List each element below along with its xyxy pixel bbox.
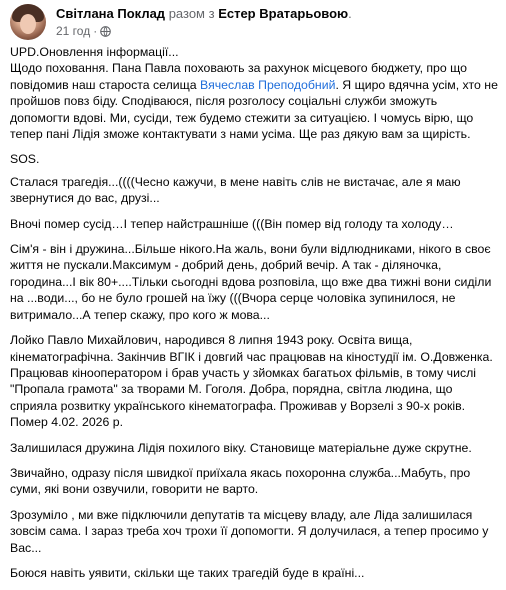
post-timestamp-link[interactable]: 21 год [56, 24, 91, 38]
tagged-person-link[interactable]: Естер Вратарьовою [218, 6, 349, 21]
post-paragraph-6: Залишилася дружина Лідія похилого віку. Становище матеріальне дуже скрутне. [10, 440, 472, 455]
post-paragraph-9: Боюся навіть уявити, скільки ще таких трагедій буде в країні... [10, 565, 365, 580]
post-paragraph-8: Зрозуміло , ми вже підключили депутатів та місцеву владу, але Ліда залишилася зовсім сама. І зараз треба хоч трохи її допомогти. Я долучилася, а тепер просимо у Вас... [10, 507, 489, 555]
update-line-3: . Я щиро вдячна усім, хто не пройшов повз біду. Сподіваюся, після розголосу соціальні служби зможуть допомогти вдові. Ми, сусіди, теж будемо стежити за ситуацією. І чомусь вірю, що тепер пані Лідія зможе контактувати з нами усіма. Ще раз дякую вам за щирість. [10, 77, 498, 142]
post-paragraph-2: Сталася трагедія...((((Чесно кажучи, в мене навіть слів не вистачає, але я маю звернутися до вас, друзі... [10, 174, 461, 206]
author-line [56, 6, 352, 22]
with-text: разом з [168, 6, 215, 21]
mention-link[interactable]: Вячеслав Преподобний [200, 77, 336, 92]
post-meta [56, 24, 111, 38]
update-paragraph [10, 44, 498, 142]
post-paragraph-3: Вночі помер сусід…І тепер найстрашніше (((Він помер від голоду та холоду… [10, 216, 454, 231]
avatar[interactable] [10, 4, 46, 40]
post-paragraph-7: Звичайно, одразу після швидкої приїхала якась похоронна служба...Мабуть, про суми, які вони озвучили, говорити не варто. [10, 465, 471, 497]
post-body [10, 44, 498, 590]
update-line-2: Щодо поховання. Пана Павла поховають за рахунок місцевого бюджету, про що повідомив наш староста селища [10, 61, 467, 92]
meta-separator: · [93, 24, 98, 38]
public-globe-icon[interactable] [100, 26, 111, 37]
header-period: . [348, 6, 352, 21]
author-name-link[interactable]: Світлана Поклад [56, 6, 166, 21]
update-line-1: UPD.Оновлення інформації... [10, 45, 179, 59]
post-header [10, 4, 500, 44]
sos-text: SOS. [10, 152, 40, 167]
post-paragraph-5: Лойко Павло Михайлович, народився 8 липня 1943 року. Освіта вища, кінематографічна. Закінчив ВГІК і довгий час працював на кіностудії ім. О.Довженка. Працював кінооператором і брав участь у зйомках багатьох фільмів, в тому числі "Пропала грамота" за творами М. Гоголя. Добра, порядна, світла людина, що сприяла розвитку українського кінематографа. Проживав у Ворзелі з 90-х років. Помер 4.02. 2026 р. [10, 333, 493, 430]
post-paragraph-4: Сім'я - він і дружина...Більше нікого.На жаль, вони були відлюдниками, нікого в своє життя не пускали.Максимум - добрий день, добрий вечір. А так - діляночка, городина...І вік 80+....Тільки сьогодні вдова розповіла, що вже два тижні вони сиділи на ...води..., бо не було грошей на їжу (((Вчора серце чоловіка зупинилося, не витримало...А тепер скажу, про кого ж мова... [10, 242, 492, 322]
